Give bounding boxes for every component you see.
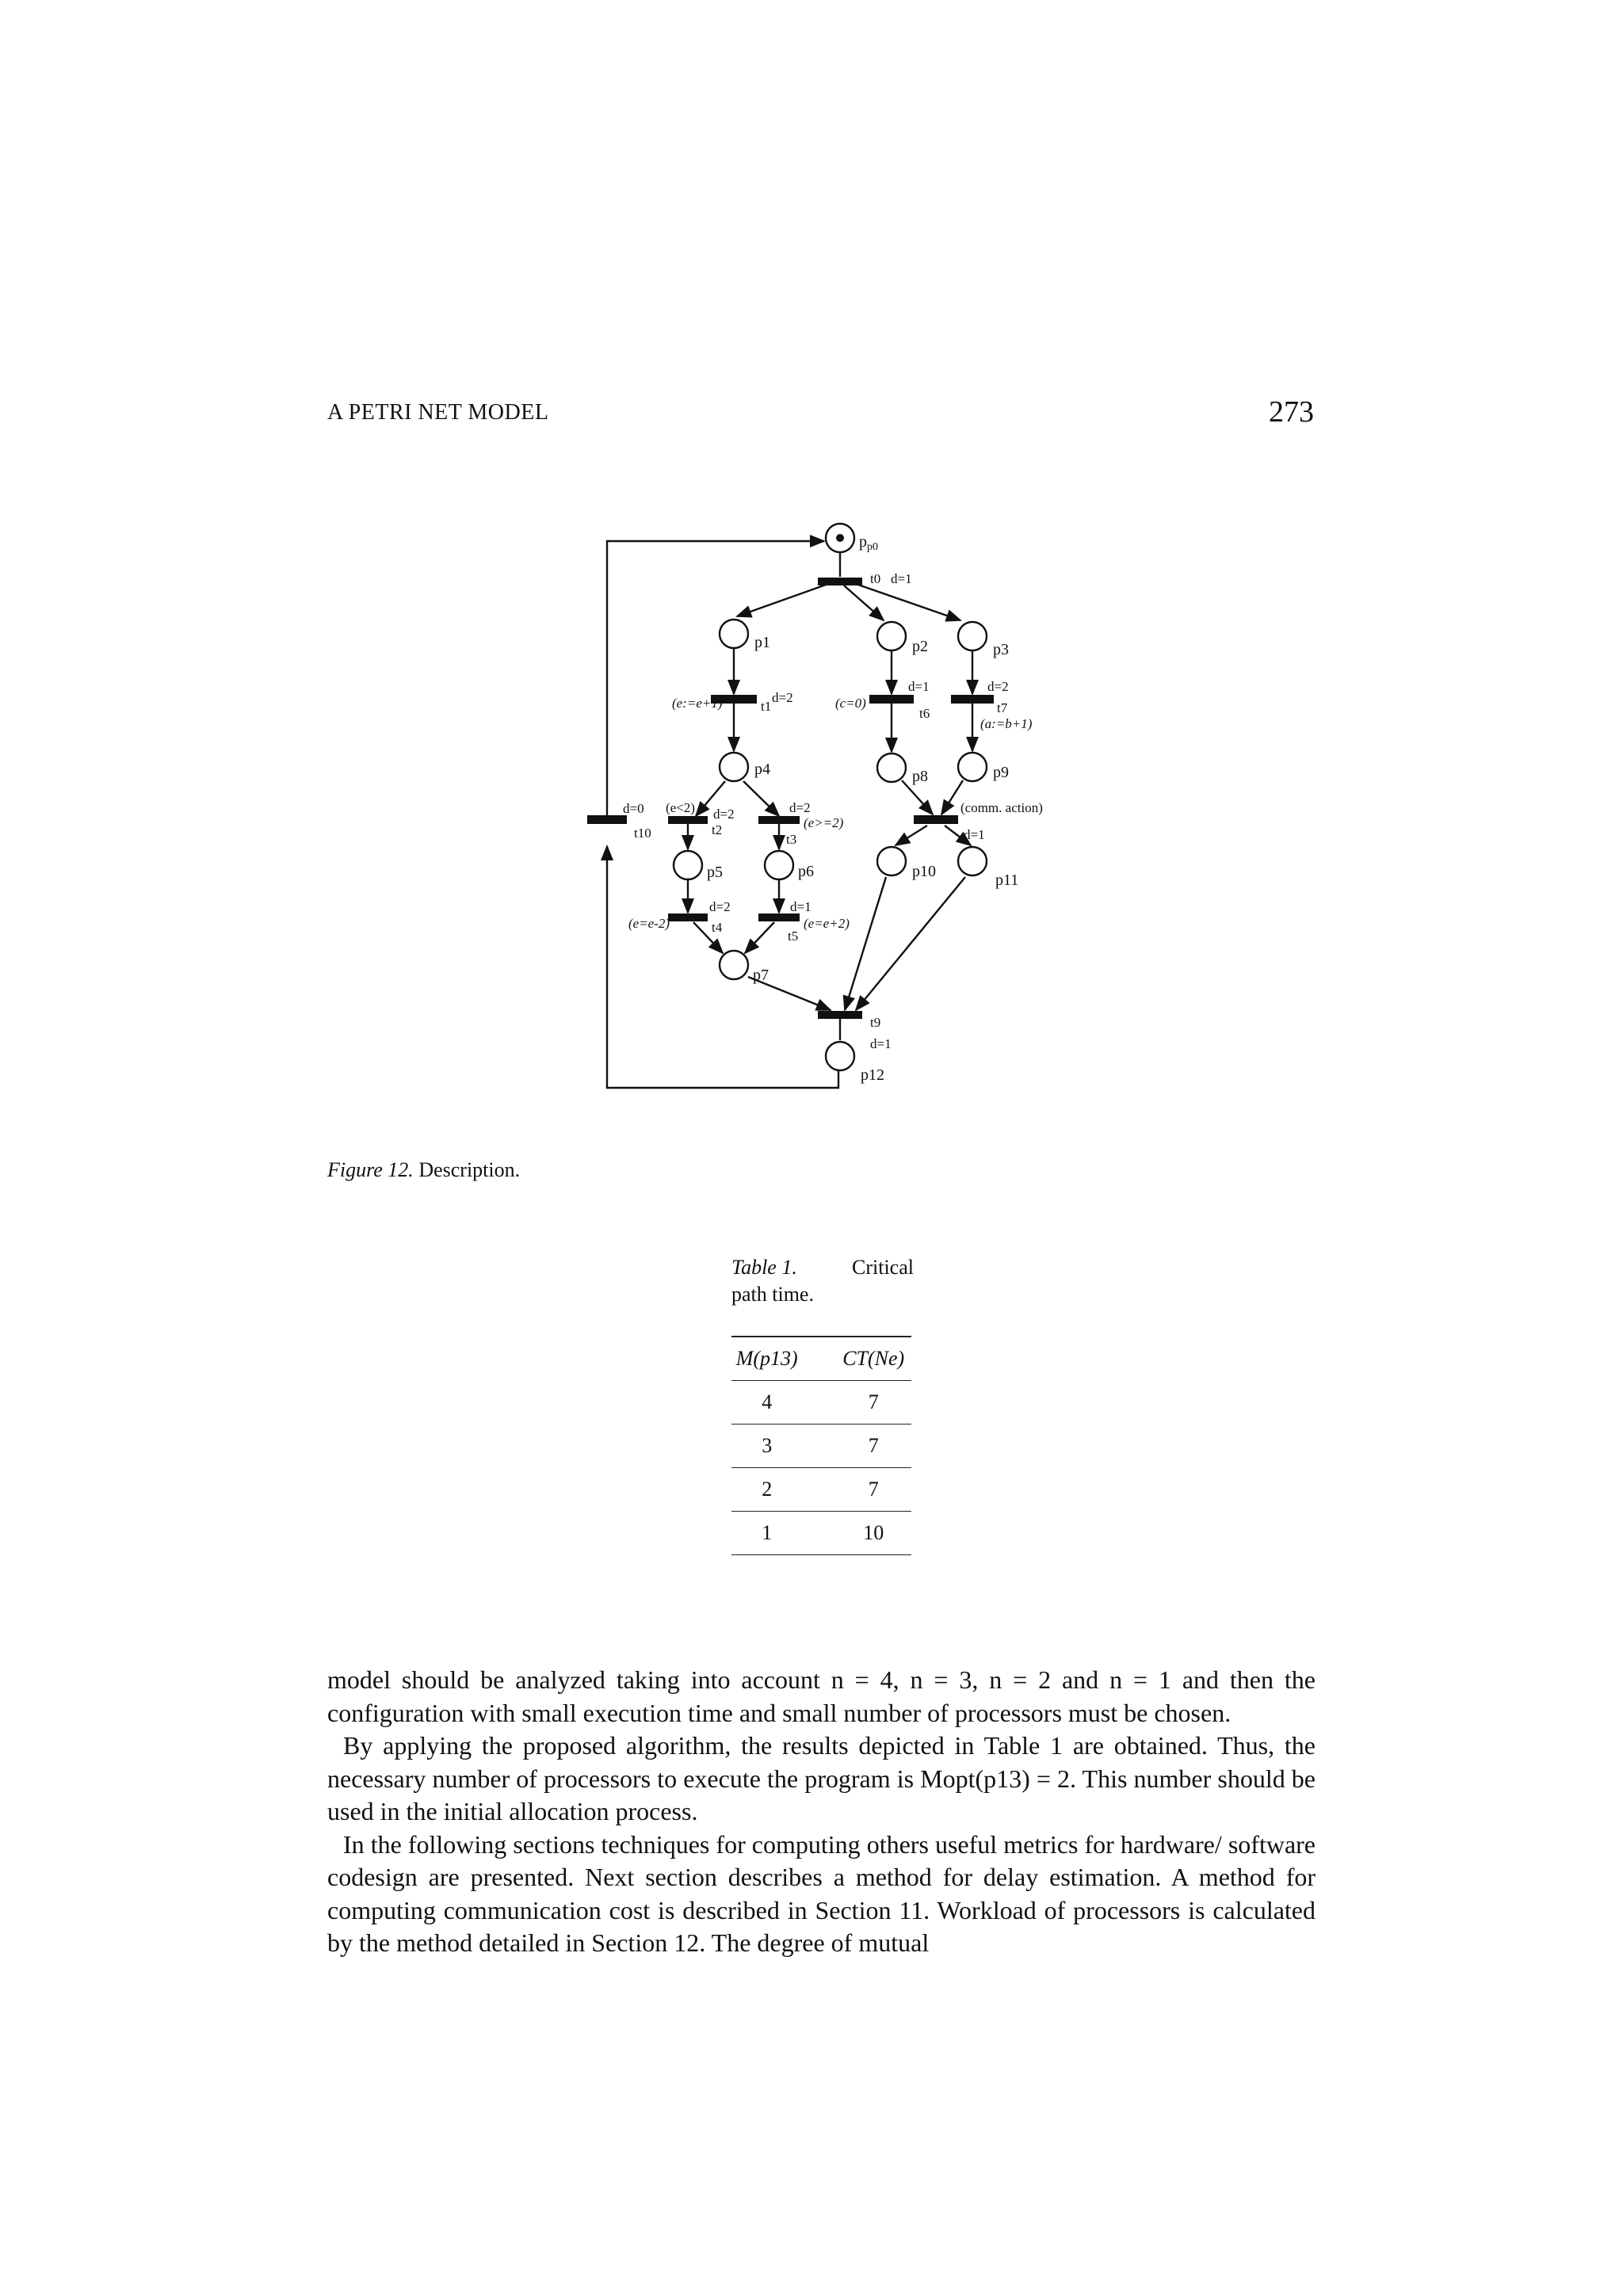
label-p11: p11 <box>995 871 1019 889</box>
label-t1: t1 <box>761 699 772 714</box>
guard-t1: (e:=e+1) <box>672 696 723 711</box>
table-caption <box>731 1254 914 1308</box>
label-t5: t5 <box>788 929 799 944</box>
table-caption-word: Critical <box>852 1256 914 1279</box>
place-p11 <box>958 847 987 875</box>
label-p7: p7 <box>753 967 769 984</box>
token-p0 <box>836 534 844 542</box>
table-cell: 4 <box>731 1381 802 1425</box>
critical-path-table <box>731 1336 911 1555</box>
label-p3: p3 <box>993 641 1009 658</box>
table-cell: 1 <box>731 1512 802 1555</box>
label-t2: t2 <box>712 822 723 837</box>
label-p5: p5 <box>707 864 723 881</box>
table-cell: 7 <box>802 1381 911 1425</box>
figure-caption-text: Description. <box>418 1158 521 1181</box>
body-text <box>327 1664 1316 1960</box>
label-t6: t6 <box>919 706 930 721</box>
delay-t1: d=2 <box>772 690 793 705</box>
label-t4: t4 <box>712 920 723 935</box>
table-header-row <box>731 1337 911 1381</box>
place-p9 <box>958 753 987 781</box>
guard-t3: (e>=2) <box>804 815 844 830</box>
delay-t0: d=1 <box>891 571 912 586</box>
transition-t9 <box>818 1011 862 1019</box>
table-cell: 2 <box>731 1468 802 1512</box>
table-cell: 7 <box>802 1425 911 1468</box>
guard-t7: (a:=b+1) <box>980 716 1033 731</box>
place-p8 <box>877 753 906 782</box>
label-p6: p6 <box>798 863 814 880</box>
delay-t5: d=1 <box>790 899 812 914</box>
page-number: 273 <box>1269 395 1314 429</box>
arc-t10-p0 <box>607 541 824 824</box>
place-p3 <box>958 622 987 650</box>
place-p5 <box>674 851 702 879</box>
transition-t6 <box>869 695 914 704</box>
transition-t4 <box>668 913 708 921</box>
place-p2 <box>877 622 906 650</box>
guard-t5: (e=e+2) <box>804 916 850 931</box>
place-p7 <box>720 951 748 979</box>
delay-t6: d=1 <box>908 679 930 694</box>
arc-p9-t8 <box>941 780 963 814</box>
delay-t10: d=0 <box>623 801 644 816</box>
label-t7: t7 <box>997 700 1008 715</box>
delay-t3: d=2 <box>789 800 811 815</box>
transition-t5 <box>758 913 800 921</box>
transition-t7 <box>951 695 994 704</box>
transition-t10 <box>587 815 627 824</box>
label-t9: t9 <box>870 1015 881 1030</box>
table-row <box>731 1425 911 1468</box>
place-p6 <box>765 851 793 879</box>
label-p4: p4 <box>754 761 770 778</box>
label-t3: t3 <box>786 832 797 847</box>
guard-t2: (e<2) <box>666 800 695 815</box>
arc-p11-t9 <box>856 877 965 1010</box>
body-paragraph-3: In the following sections techniques for computing others useful metrics for hardware/ software codesign are presented. Next section describes a method for delay estimation. A method for computing communication cost is described in Section 11. Workload of processors is calculated by the method detailed in Section 12. The degree of mutual <box>327 1829 1316 1957</box>
label-t0: t0 <box>870 571 881 586</box>
table-row <box>731 1381 911 1425</box>
table-row <box>731 1512 911 1555</box>
label-p2: p2 <box>912 638 928 655</box>
arc-p4-t3 <box>743 781 779 816</box>
delay-t9: d=1 <box>870 1036 892 1051</box>
place-p4 <box>720 753 748 781</box>
body-paragraph-1: model should be analyzed taking into account n = 4, n = 3, n = 2 and n = 1 and then the configuration with small execution time and small number of processors must be chosen. <box>327 1665 1316 1727</box>
label-p12: p12 <box>861 1066 884 1084</box>
arc-t0-p3 <box>856 584 960 620</box>
label-p9: p9 <box>993 764 1009 781</box>
arc-p8-t8 <box>902 780 933 814</box>
arc-p10-t9 <box>845 877 886 1010</box>
table-cell: 3 <box>731 1425 802 1468</box>
delay-t4: d=2 <box>709 899 731 914</box>
figure-caption <box>327 1158 520 1182</box>
running-head: A PETRI NET MODEL <box>327 400 549 425</box>
figure-caption-label: Figure 12. <box>327 1158 414 1181</box>
table-cell: 7 <box>802 1468 911 1512</box>
table-header-mp13: M(p13) <box>731 1337 802 1381</box>
delay-t8: d=1 <box>964 827 985 842</box>
transition-t3 <box>758 816 800 824</box>
arc-t0-p1 <box>737 584 828 616</box>
table-header-ctne: CT(Ne) <box>802 1337 911 1381</box>
table-caption-rest: path time. <box>731 1283 814 1306</box>
petri-net-figure <box>0 0 1623 1125</box>
guard-t4: (e=e-2) <box>628 916 670 931</box>
guard-t6: (c=0) <box>835 696 866 711</box>
label-p0: $p_{p0}$ <box>859 533 878 553</box>
place-p1 <box>720 620 748 648</box>
table-row <box>731 1468 911 1512</box>
arc-t8-p10 <box>896 826 927 845</box>
label-p10: p10 <box>912 863 936 880</box>
transition-t8 <box>914 815 958 824</box>
transition-t0 <box>818 578 862 585</box>
guard-t8: (comm. action) <box>960 800 1043 815</box>
arc-t5-p7 <box>745 922 774 953</box>
label-p1: p1 <box>754 634 770 651</box>
delay-t2: d=2 <box>713 807 735 822</box>
label-t10: t10 <box>634 826 651 841</box>
place-p12 <box>826 1042 854 1070</box>
place-p10 <box>877 847 906 875</box>
transition-t2 <box>668 816 708 824</box>
label-p8: p8 <box>912 768 928 785</box>
delay-t7: d=2 <box>987 679 1009 694</box>
table-cell: 10 <box>802 1512 911 1555</box>
body-paragraph-2: By applying the proposed algorithm, the results depicted in Table 1 are obtained. Thus, the necessary number of processors to execute the program is Mopt(p13) = 2. This number should be used in the initial allocation process. <box>327 1731 1316 1825</box>
table-caption-label: Table 1. <box>731 1256 797 1279</box>
